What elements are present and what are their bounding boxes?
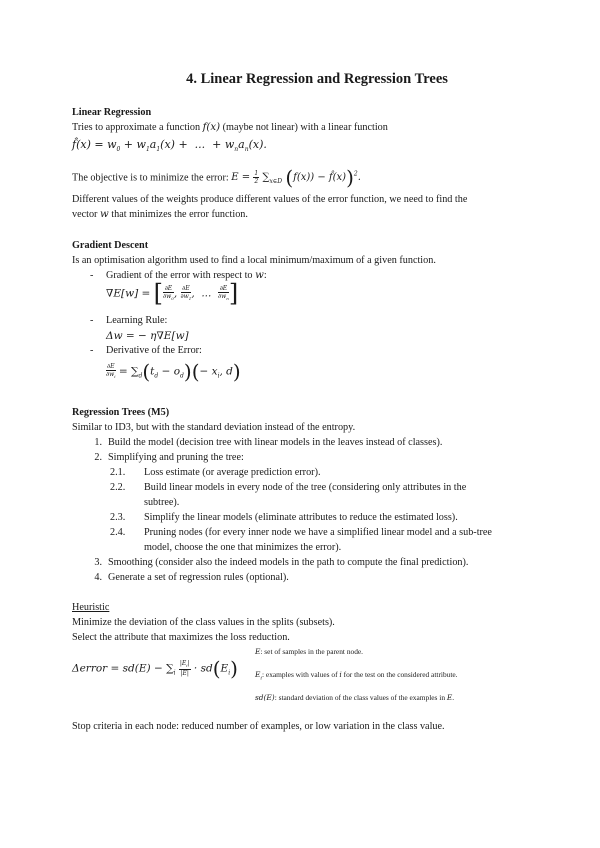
legend-symbol: E [255, 670, 261, 679]
step-number: 1. [94, 437, 102, 448]
legend-e [255, 645, 363, 659]
weights-line-2 [72, 208, 248, 222]
gradient-item-1-suffix: : [263, 270, 267, 281]
error-equation: E = $\frac{1}{2}$ $\sum_{x\in D}$ (f(x)) − f̂(x))$^2$. [231, 165, 361, 190]
objective-line [72, 165, 361, 190]
heuristic-line-1: Minimize the deviation of the class values in the splits (subsets). [72, 617, 335, 628]
gradient-item-2-label: Learning Rule: [106, 315, 168, 326]
step-number: 2. [94, 452, 102, 463]
step-number: 4. [94, 572, 102, 583]
intro-text-post: (maybe not linear) with a linear function [220, 122, 388, 133]
intro-text-pre: Tries to approximate a function [72, 122, 203, 133]
gradient-item-1-label: Gradient of the error with respect to [106, 270, 256, 281]
page-title: 4. Linear Regression and Regression Trees [186, 71, 448, 87]
step-number: 3. [94, 557, 102, 568]
step-text: Build the model (decision tree with linear models in the leaves instead of classes). [108, 437, 443, 448]
substep-text-cont: model, choose the one that minimizes the error). [144, 542, 342, 553]
section-heading-linear-regression: Linear Regression [72, 107, 152, 118]
legend-sd [255, 691, 454, 705]
regression-trees-intro: Similar to ID3, but with the standard deviation instead of the entropy. [72, 422, 356, 433]
intro-fx: f(x) [202, 122, 221, 133]
substep-text: Simplify the linear models (eliminate attributes to reduce the estimated loss). [144, 512, 458, 523]
legend-text: : standard deviation of the class values of the examples in [274, 693, 447, 702]
linear-function-equation: f̂(x) = $w_0 + w_1a_1(x)$ + ... + $w_na_n(x)$. [72, 138, 267, 154]
substep-number: 2.2. [110, 482, 126, 493]
weights-line-1: Different values of the weights produce different values of the error function, we need to find the [72, 194, 468, 205]
linear-regression-intro [72, 121, 388, 135]
section-heading-regression-trees: Regression Trees (M5) [72, 407, 170, 418]
weights-line-2-pre: vector [72, 209, 101, 220]
legend-sub: i [260, 675, 263, 682]
legend-symbol: E [255, 647, 261, 656]
gradient-item-1-var: w [255, 270, 264, 281]
gradient-item-3-label: Derivative of the Error: [106, 345, 202, 356]
stop-criteria: Stop criteria in each node: reduced number of examples, or low variation in the class value. [72, 721, 445, 732]
step-text: Simplifying and pruning the tree: [108, 452, 244, 463]
legend-text-2: for the test on the considered attribute. [341, 670, 458, 679]
substep-text: Build linear models in every node of the tree (considering only attributes in the [144, 482, 467, 493]
objective-text: The objective is to minimize the error: [72, 172, 232, 184]
legend-symbol-2: E [446, 693, 453, 702]
step-text: Generate a set of regression rules (optional). [108, 572, 289, 583]
section-heading-gradient-descent: Gradient Descent [72, 240, 149, 251]
derivative-equation: $\frac{\partial E}{\partial w_i}$ = $\sum_d(t_d - o_d)(- x_i$, d) [106, 359, 241, 384]
legend-symbol-2: i [339, 670, 342, 679]
substep-text: Loss estimate (or average prediction error). [144, 467, 321, 478]
step-text: Smoothing (consider also the indeed models in the path to compute the final prediction). [108, 557, 469, 568]
legend-text: : examples with values of [262, 670, 340, 679]
weights-line-2-w: w [100, 209, 109, 220]
substep-number: 2.3. [110, 512, 126, 523]
gradient-descent-intro: Is an optimisation algorithm used to find a local minimum/maximum of a given function. [72, 255, 436, 266]
weights-line-2-post: that minimizes the error function. [108, 209, 248, 220]
substep-number: 2.4. [110, 527, 126, 538]
legend-symbol: sd(E) [255, 693, 275, 702]
legend-text: : set of samples in the parent node. [260, 647, 364, 656]
section-heading-heuristic: Heuristic [72, 602, 110, 613]
dash-marker: - [90, 345, 94, 356]
legend-text-2: . [452, 693, 455, 702]
dash-marker: - [90, 270, 94, 281]
substep-text-cont: subtree). [144, 497, 180, 508]
delta-error-equation: Δerror = $sd(E) - \sum_i$ $\frac{|E_i|}{|E|}$ · $sd(E_i)$ [72, 656, 238, 681]
substep-text: Pruning nodes (for every inner node we have a simplified linear model and a sub-tree [144, 527, 492, 538]
heuristic-line-2: Select the attribute that maximizes the loss reduction. [72, 632, 290, 643]
legend-ei [255, 668, 458, 685]
learning-rule-equation: Δw = − η∇E[w] [106, 330, 189, 342]
dash-marker: - [90, 315, 94, 326]
substep-number: 2.1. [110, 467, 126, 478]
gradient-equation: ∇E[w] = [ $\frac{\partial E}{\partial w_0}$ , $\frac{\partial E}{\partial w_1}$ , ... $\frac{\partial E}{\partial w_n}$ ] [106, 279, 239, 308]
